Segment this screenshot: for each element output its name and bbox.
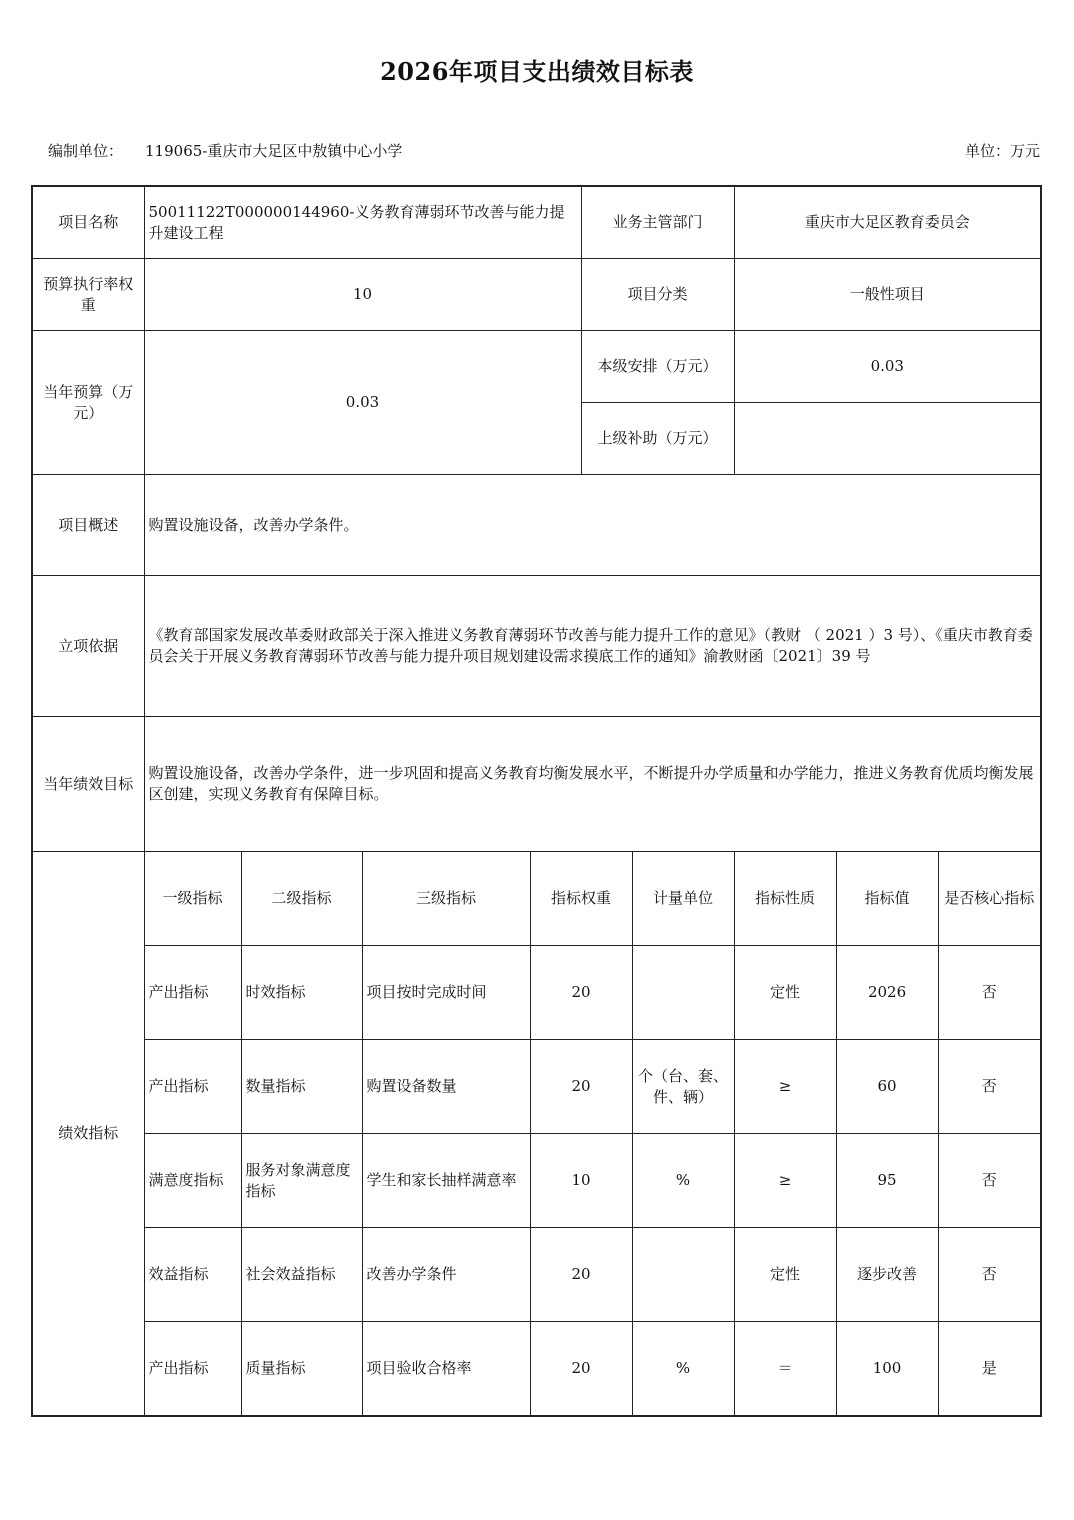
header-nature: 指标性质	[734, 852, 836, 946]
project-name-value: 50011122T000000144960-义务教育薄弱环节改善与能力提升建设工程	[144, 186, 581, 259]
dept-value: 重庆市大足区教育委员会	[734, 186, 1041, 259]
budget-label: 当年预算（万元）	[32, 331, 144, 475]
row-rate-weight	[32, 259, 1041, 331]
core-cell: 是	[938, 1322, 1041, 1417]
row-overview	[32, 475, 1041, 576]
superior-subsidy-value	[734, 403, 1041, 475]
value-cell: 60	[836, 1040, 938, 1134]
table-row	[32, 1322, 1041, 1417]
overview-value: 购置设施设备，改善办学条件。	[144, 475, 1041, 576]
value-cell: 100	[836, 1322, 938, 1417]
table-row	[32, 946, 1041, 1040]
level1-cell: 产出指标	[144, 1040, 241, 1134]
local-arrangement-label: 本级安排（万元）	[581, 331, 734, 403]
unit-cell: %	[632, 1322, 734, 1417]
indicator-header-row	[32, 852, 1041, 946]
local-arrangement-value: 0.03	[734, 331, 1041, 403]
level3-cell: 学生和家长抽样满意率	[362, 1134, 530, 1228]
level2-cell: 质量指标	[241, 1322, 362, 1417]
core-cell: 否	[938, 1040, 1041, 1134]
table-row	[32, 1134, 1041, 1228]
header-level1: 一级指标	[144, 852, 241, 946]
weight-cell: 20	[530, 1040, 632, 1134]
header-level2: 二级指标	[241, 852, 362, 946]
level1-cell: 效益指标	[144, 1228, 241, 1322]
level2-cell: 服务对象满意度指标	[241, 1134, 362, 1228]
org-label: 编制单位：	[48, 142, 124, 160]
budget-value: 0.03	[144, 331, 581, 475]
level2-cell: 时效指标	[241, 946, 362, 1040]
nature-cell: 定性	[734, 1228, 836, 1322]
value-cell: 逐步改善	[836, 1228, 938, 1322]
row-annual-goal	[32, 717, 1041, 852]
level2-cell: 数量指标	[241, 1040, 362, 1134]
header-unit: 计量单位	[632, 852, 734, 946]
rate-weight-label: 预算执行率权重	[32, 259, 144, 331]
unit-cell	[632, 946, 734, 1040]
nature-cell: ≥	[734, 1134, 836, 1228]
rate-weight-value: 10	[144, 259, 581, 331]
annual-goal-value: 购置设施设备，改善办学条件，进一步巩固和提高义务教育均衡发展水平，不断提升办学质量和办学能力，推进义务教育优质均衡发展区创建，实现义务教育有保障目标。	[144, 717, 1041, 852]
weight-cell: 20	[530, 1228, 632, 1322]
performance-table	[31, 185, 1042, 1417]
weight-cell: 20	[530, 946, 632, 1040]
header-level3: 三级指标	[362, 852, 530, 946]
superior-subsidy-label: 上级补助（万元）	[581, 403, 734, 475]
page-title: 2026年项目支出绩效目标表	[380, 57, 694, 86]
unit-label: 单位：万元	[964, 142, 1040, 160]
org-info	[48, 140, 402, 161]
core-cell: 否	[938, 1134, 1041, 1228]
row-project-name	[32, 186, 1041, 259]
dept-label: 业务主管部门	[581, 186, 734, 259]
weight-cell: 10	[530, 1134, 632, 1228]
nature-cell: ≥	[734, 1040, 836, 1134]
unit-cell	[632, 1228, 734, 1322]
level3-cell: 项目按时完成时间	[362, 946, 530, 1040]
level3-cell: 项目验收合格率	[362, 1322, 530, 1417]
level1-cell: 产出指标	[144, 946, 241, 1040]
core-cell: 否	[938, 946, 1041, 1040]
level1-cell: 产出指标	[144, 1322, 241, 1417]
core-cell: 否	[938, 1228, 1041, 1322]
value-cell: 95	[836, 1134, 938, 1228]
row-budget-local	[32, 331, 1041, 403]
table-row	[32, 1040, 1041, 1134]
unit-cell: %	[632, 1134, 734, 1228]
weight-cell: 20	[530, 1322, 632, 1417]
basis-value: 《教育部国家发展改革委财政部关于深入推进义务教育薄弱环节改善与能力提升工作的意见》（教财 （ 2021 ）3 号）、《重庆市教育委员会关于开展义务教育薄弱环节改善与能力提升项目规划建设需求摸底工作的通知》渝教财函〔2021〕39 号	[144, 576, 1041, 717]
category-value: 一般性项目	[734, 259, 1041, 331]
project-name-label: 项目名称	[32, 186, 144, 259]
unit-cell: 个（台、套、件、辆）	[632, 1040, 734, 1134]
header-core: 是否核心指标	[938, 852, 1041, 946]
header-value: 指标值	[836, 852, 938, 946]
level3-cell: 改善办学条件	[362, 1228, 530, 1322]
org-value: 119065-重庆市大足区中敖镇中心小学	[145, 142, 403, 160]
category-label: 项目分类	[581, 259, 734, 331]
nature-cell: 定性	[734, 946, 836, 1040]
header-weight: 指标权重	[530, 852, 632, 946]
table-row	[32, 1228, 1041, 1322]
value-cell: 2026	[836, 946, 938, 1040]
indicators-section-label: 绩效指标	[32, 852, 144, 1417]
level1-cell: 满意度指标	[144, 1134, 241, 1228]
level3-cell: 购置设备数量	[362, 1040, 530, 1134]
level2-cell: 社会效益指标	[241, 1228, 362, 1322]
row-basis	[32, 576, 1041, 717]
nature-cell: ＝	[734, 1322, 836, 1417]
annual-goal-label: 当年绩效目标	[32, 717, 144, 852]
basis-label: 立项依据	[32, 576, 144, 717]
overview-label: 项目概述	[32, 475, 144, 576]
